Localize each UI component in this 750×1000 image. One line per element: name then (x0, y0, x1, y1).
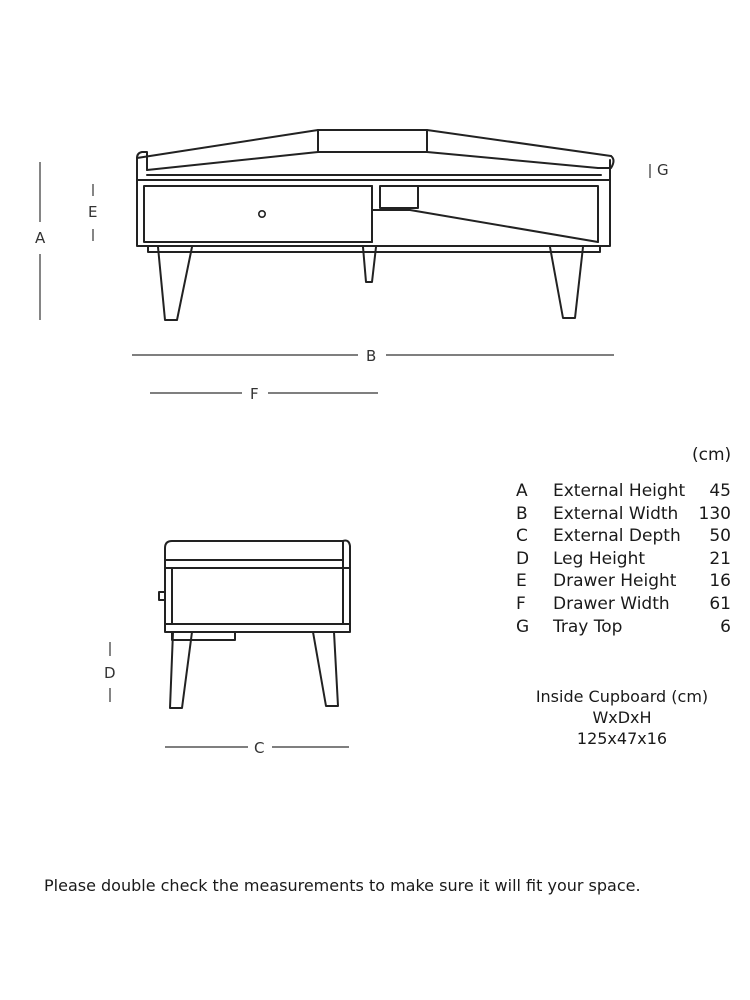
dimension-label-a: A (35, 229, 46, 247)
spec-code: A (516, 481, 528, 501)
spec-value: 6 (720, 616, 731, 637)
spec-name: Tray Top (553, 616, 623, 637)
dimension-label-f: F (250, 385, 259, 403)
spec-name: External Depth (553, 526, 681, 547)
spec-code: D (516, 548, 530, 569)
spec-name: External Height (553, 481, 686, 501)
inside-cupboard-block (520, 686, 724, 749)
inside-cupboard-value: 125x47x16 (576, 729, 668, 748)
spec-value: 130 (698, 503, 731, 524)
spec-row (516, 593, 731, 616)
spec-row (516, 480, 731, 503)
dimension-label-c: C (254, 739, 265, 757)
spec-code: C (516, 526, 528, 547)
spec-row (516, 548, 731, 571)
dimension-label-b: B (366, 347, 377, 365)
dimension-label-d: D (104, 664, 116, 682)
front-view (137, 130, 614, 320)
spec-code: F (516, 593, 526, 614)
dimension-label-e: E (88, 203, 98, 221)
dimension-label-g: G (657, 161, 669, 179)
spec-code: E (516, 571, 527, 592)
spec-name: External Width (553, 503, 679, 524)
spec-name: Drawer Height (553, 571, 677, 592)
spec-code: G (516, 616, 530, 637)
fit-check-note: Please double check the measurements to make sure it will fit your space. (44, 876, 641, 895)
side-view (159, 541, 350, 708)
inside-cupboard-title: Inside Cupboard (cm) (535, 687, 709, 706)
spec-value: 16 (709, 571, 731, 592)
spec-value: 45 (709, 481, 731, 501)
spec-row (516, 616, 731, 639)
spec-name: Leg Height (553, 548, 646, 569)
spec-row (516, 525, 731, 548)
unit-label: (cm) (692, 445, 732, 465)
inside-cupboard-format: WxDxH (592, 708, 652, 727)
spec-code: B (516, 503, 528, 524)
spec-row (516, 503, 731, 526)
spec-value: 61 (709, 593, 731, 614)
spec-value: 50 (709, 526, 731, 547)
spec-row (516, 570, 731, 593)
dimensions-table (516, 480, 731, 638)
spec-name: Drawer Width (553, 593, 670, 614)
spec-value: 21 (709, 548, 731, 569)
